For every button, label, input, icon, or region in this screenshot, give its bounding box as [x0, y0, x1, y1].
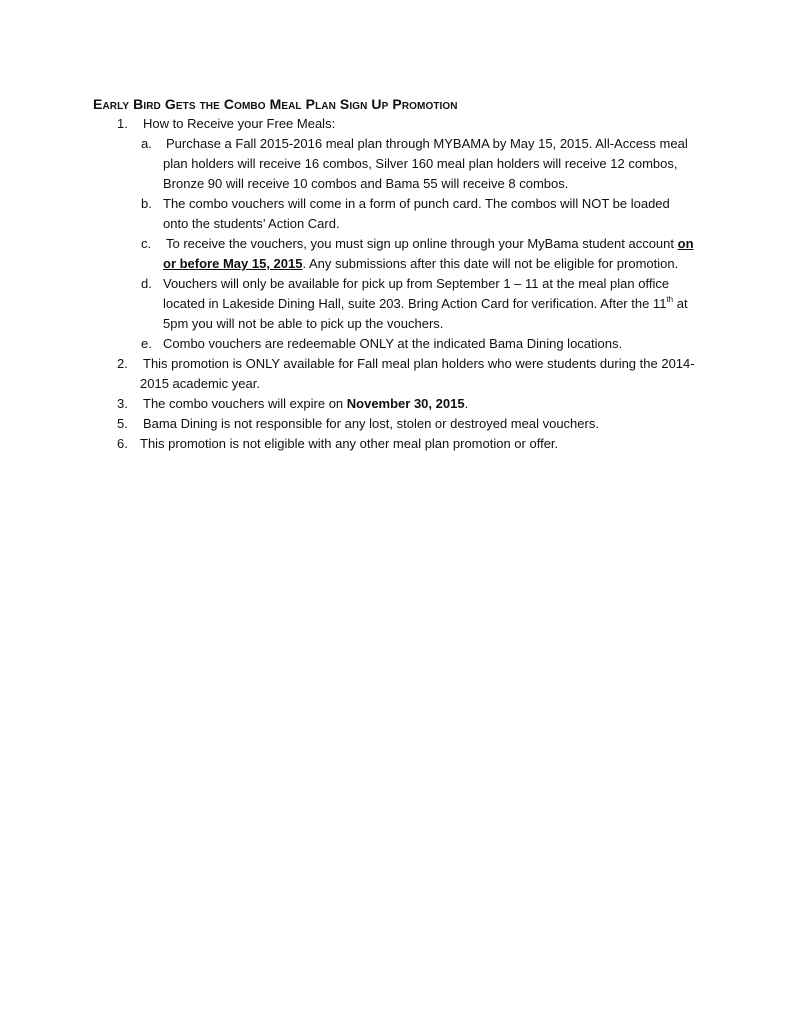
item-1e-line1: Combo vouchers are redeemable ONLY at the indicated Bama Dining locations. — [163, 336, 623, 351]
item-1e-letter: e. — [141, 336, 152, 351]
item-6-number: 6. — [117, 436, 128, 451]
item-3-text — [143, 394, 468, 414]
item-1a-line2: plan holders will receive 16 combos, Silver 160 meal plan holders will receive 12 combos, — [163, 156, 678, 171]
item-1d-line1: Vouchers will only be available for pick up from September 1 – 11 at the meal plan office — [163, 276, 670, 291]
item-1d-letter: d. — [141, 276, 152, 291]
item-1d-line2-tail: at — [673, 296, 688, 311]
item-1-text: How to Receive your Free Meals: — [143, 116, 336, 131]
item-1b-line1: The combo vouchers will come in a form of punch card. The combos will NOT be loaded — [163, 196, 670, 211]
item-1-number: 1. — [117, 116, 128, 131]
item-2-line2: 2015 academic year. — [140, 376, 260, 391]
item-2-line1: This promotion is ONLY available for Fall meal plan holders who were students during the 2014- — [143, 356, 695, 371]
document-title: Early Bird Gets the Combo Meal Plan Sign Up Promotion — [93, 96, 458, 112]
item-1c-deadline-part1: on — [677, 236, 694, 251]
item-1a-line3: Bronze 90 will receive 10 combos and Bama 55 will receive 8 combos. — [163, 176, 569, 191]
item-5-text: Bama Dining is not responsible for any lost, stolen or destroyed meal vouchers. — [143, 416, 599, 431]
item-1c-line1-text: To receive the vouchers, you must sign up online through your MyBama student account — [166, 236, 678, 251]
item-1c-letter: c. — [141, 236, 152, 251]
item-1c-line2 — [163, 254, 678, 274]
item-1c-line1 — [166, 234, 694, 254]
item-3-number: 3. — [117, 396, 128, 411]
item-1b-letter: b. — [141, 196, 152, 211]
item-1a-letter: a. — [141, 136, 152, 151]
item-1c-deadline-part2: or before May 15, 2015 — [163, 256, 303, 271]
item-6-text: This promotion is not eligible with any other meal plan promotion or offer. — [140, 436, 559, 451]
item-1d-line3: 5pm you will not be able to pick up the vouchers. — [163, 316, 444, 331]
item-1d-superscript: th — [666, 295, 674, 304]
item-1b-line2: onto the students’ Action Card. — [163, 216, 340, 231]
item-5-number: 5. — [117, 416, 128, 431]
item-1a-line1: Purchase a Fall 2015-2016 meal plan through MYBAMA by May 15, 2015. All-Access meal — [166, 136, 688, 151]
item-2-number: 2. — [117, 356, 128, 371]
item-3-text-pre: The combo vouchers will expire on — [143, 396, 347, 411]
item-3-text-post: . — [464, 396, 469, 411]
item-1d-line2-text: located in Lakeside Dining Hall, suite 203. Bring Action Card for verification. After the 11 — [163, 296, 667, 311]
item-3-expiry-date: November 30, 2015 — [346, 396, 465, 411]
item-1d-line2 — [163, 294, 688, 314]
item-1c-line2-text: . Any submissions after this date will not be eligible for promotion. — [302, 256, 679, 271]
